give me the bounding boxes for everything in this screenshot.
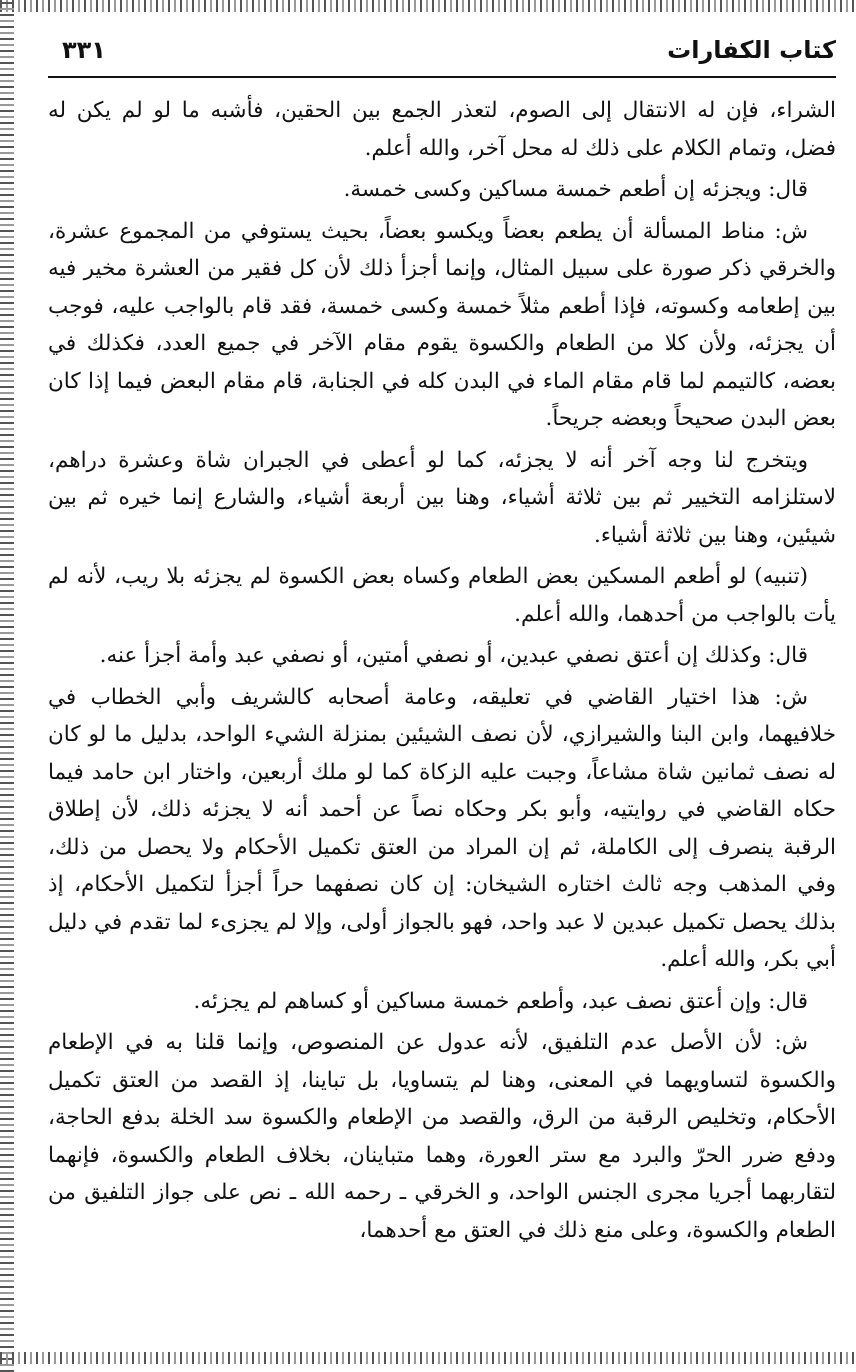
page-number: ٣٣١ [62, 36, 106, 64]
page-body [48, 92, 836, 1348]
paragraph-qal: قال: ويجزئه إن أطعم خمسة مساكين وكسى خمسة. [343, 177, 808, 202]
book-title: كتاب الكفارات [667, 36, 836, 64]
page-header [48, 34, 836, 78]
paragraph-continuation: الشراء، فإن له الانتقال إلى الصوم، لتعذر الجمع بين الحقين، فأشبه ما لو لم يكن له فضل، وتمام الكلام على ذلك له محل آخر، والله أعلم. [48, 98, 836, 161]
paragraph-note: (تنبيه) لو أطعم المسكين بعض الطعام وكساه بعض الكسوة لم يجزئه بلا ريب، لأنه لم يأت بالواجب من أحدهما، والله أعلم. [48, 564, 836, 627]
paragraph-qal: قال: وإن أعتق نصف عبد، وأطعم خمسة مساكين أو كساهم لم يجزئه. [193, 988, 808, 1014]
paragraph-sharh: ويتخرج لنا وجه آخر أنه لا يجزئه، كما لو أعطى في الجبران شاة وعشرة دراهم، لاستلزامه التخيير ثم بين ثلاثة أشياء، وهنا بين أربعة أشياء، والشارع إنما خيره ثم بين شيئين، وهنا بين ثلاثة أشياء. [48, 447, 836, 548]
paragraph-qal: قال: وكذلك إن أعتق نصفي عبدين، أو نصفي أمتين، أو نصفي عبد وأمة أجزأ عنه. [99, 643, 808, 668]
decorative-border-bottom [0, 1352, 856, 1364]
paragraph-sharh: ش: مناط المسألة أن يطعم بعضاً ويكسو بعضاً، بحيث يستوفي من المجموع عشرة، والخرقي ذكر صورة على سبيل المثال، وإنما أجزأ ذلك لأن كل فقير من العشرة مخير فيه بين إطعامه وكسوته، فإذا أطعم مثلاً خمسة وكسى خمسة، فقد قام بالواجب عليه، فوجب أن يجزئه، ولأن كلا من الطعام والكسوة يقوم مقام الآخر في جميع العدد، فكذلك في بعضه، كالتيمم لما قام مقام الماء في البدن كله في الجنابة، قام مقام البعض فيما إذا كان بعض البدن صحيحاً وبعضه جريحاً. [48, 218, 836, 431]
decorative-border-left [0, 0, 14, 1372]
decorative-border-top [0, 0, 856, 12]
paragraph-sharh: ش: لأن الأصل عدم التلفيق، لأنه عدول عن المنصوص، وإنما قلنا به في الإطعام والكسوة لتساويهما في المعنى، وهنا لم يتساويا، بل تباينا، إذ القصد من العتق تكميل الأحكام، وتخليص الرقبة من الرق، والقصد من الإطعام والكسوة سد الخلة بدفع الحاجة، ودفع ضرر الحرّ والبرد مع ستر العورة، وهما متباينان، بخلاف الطعام والكسوة، فإنهما لتقاربهما أجريا مجرى الجنس الواحد، و الخرقي ـ رحمه الله ـ نص على جواز التلفيق من الطعام والكسوة، وعلى منع ذلك في العتق مع أحدهما، [48, 1030, 836, 1243]
paragraph-sharh: ش: هذا اختيار القاضي في تعليقه، وعامة أصحابه كالشريف وأبي الخطاب في خلافيهما، وابن البنا والشيرازي، لأن نصف الشيئين بمنزلة الشيء الواحد، بدليل ما لو كان له نصف ثمانين شاة مشاعاً، وجبت عليه الزكاة كما لو ملك أربعين، واختار ابن حامد فيما حكاه القاضي في روايتيه، وأبو بكر وحكاه نصاً عن أحمد أنه لا يجزئه ذلك، لأن إطلاق الرقبة ينصرف إلى الكاملة، ثم إن المراد من العتق تكميل الأحكام ولا يحصل من ذلك، وفي المذهب وجه ثالث اختاره الشيخان: إن كان نصفهما حراً أجزأ لتكميل الأحكام، إذ بذلك يحصل تكميل عبدين لا عبد واحد، فهو بالجواز أولى، وإلا لم يجزىء لما تقدم في دليل أبي بكر، والله أعلم. [48, 684, 836, 972]
